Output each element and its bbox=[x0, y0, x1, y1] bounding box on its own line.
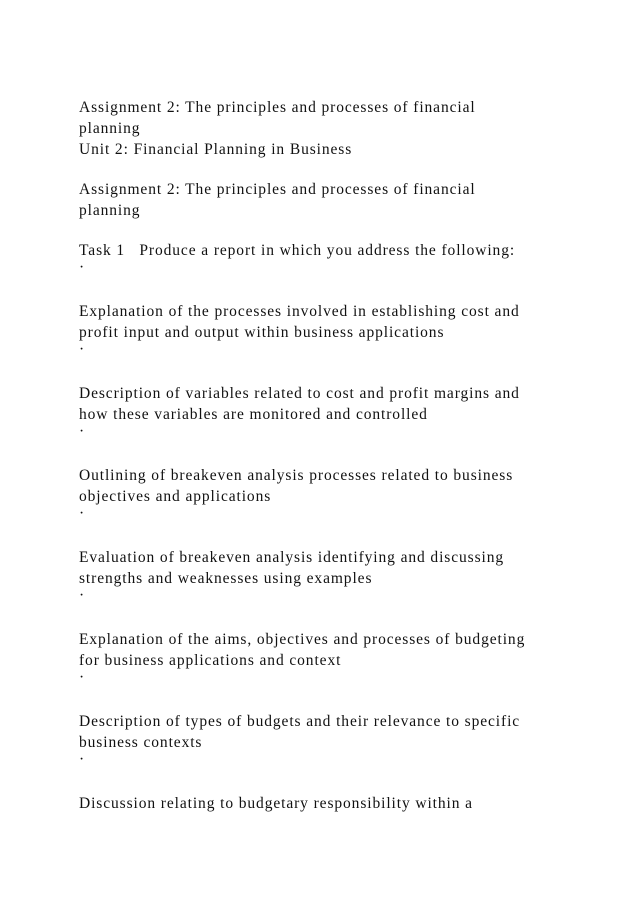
bullet-marker: · bbox=[79, 751, 86, 768]
list-item bbox=[79, 301, 559, 364]
bullet-marker: · bbox=[79, 505, 86, 522]
list-item-line-1: Description of variables related to cost and profit margins and bbox=[79, 385, 520, 402]
list-item bbox=[79, 383, 559, 446]
spacer bbox=[79, 160, 559, 179]
list-item-line-1: Explanation of the processes involved in establishing cost and bbox=[79, 303, 520, 320]
list-item-line-2: how these variables are monitored and controlled bbox=[79, 406, 428, 423]
list-item bbox=[79, 711, 559, 774]
list-item bbox=[79, 629, 559, 692]
list-item-line-1: Outlining of breakeven analysis processes related to business bbox=[79, 467, 514, 484]
spacer bbox=[79, 446, 559, 465]
list-item bbox=[79, 793, 559, 814]
document-body bbox=[79, 97, 559, 814]
list-item-line-2: strengths and weaknesses using examples bbox=[79, 570, 373, 587]
list-item-line-2: profit input and output within business applications bbox=[79, 324, 445, 341]
spacer bbox=[79, 282, 559, 301]
list-item bbox=[79, 547, 559, 610]
document-title-line-2: planning bbox=[79, 120, 141, 137]
spacer bbox=[79, 364, 559, 383]
spacer bbox=[79, 221, 559, 240]
spacer bbox=[79, 610, 559, 629]
bullet-marker: · bbox=[79, 669, 86, 686]
list-item-line-2: for business applications and context bbox=[79, 652, 342, 669]
spacer bbox=[79, 692, 559, 711]
assignment-title-line-2: planning bbox=[79, 202, 141, 219]
list-item-line-1: Explanation of the aims, objectives and processes of budgeting bbox=[79, 631, 526, 648]
document-title-line-1: Assignment 2: The principles and processes of financial bbox=[79, 99, 476, 116]
assignment-title-line-1: Assignment 2: The principles and processes of financial bbox=[79, 181, 476, 198]
spacer bbox=[79, 774, 559, 793]
task-label: Task 1 Produce a report in which you address the following: bbox=[79, 242, 516, 259]
bullet-marker: · bbox=[79, 587, 86, 604]
bullet-marker: · bbox=[79, 341, 86, 358]
list-item-line-1: Evaluation of breakeven analysis identifying and discussing bbox=[79, 549, 505, 566]
list-item-line-1: Discussion relating to budgetary responsibility within a bbox=[79, 795, 473, 812]
bullet-marker: · bbox=[79, 259, 86, 276]
list-item-line-2: business contexts bbox=[79, 734, 203, 751]
list-item-line-1: Description of types of budgets and their relevance to specific bbox=[79, 713, 521, 730]
spacer bbox=[79, 528, 559, 547]
bullet-marker: · bbox=[79, 423, 86, 440]
list-item-line-2: objectives and applications bbox=[79, 488, 272, 505]
unit-heading: Unit 2: Financial Planning in Business bbox=[79, 141, 353, 158]
list-item bbox=[79, 465, 559, 528]
